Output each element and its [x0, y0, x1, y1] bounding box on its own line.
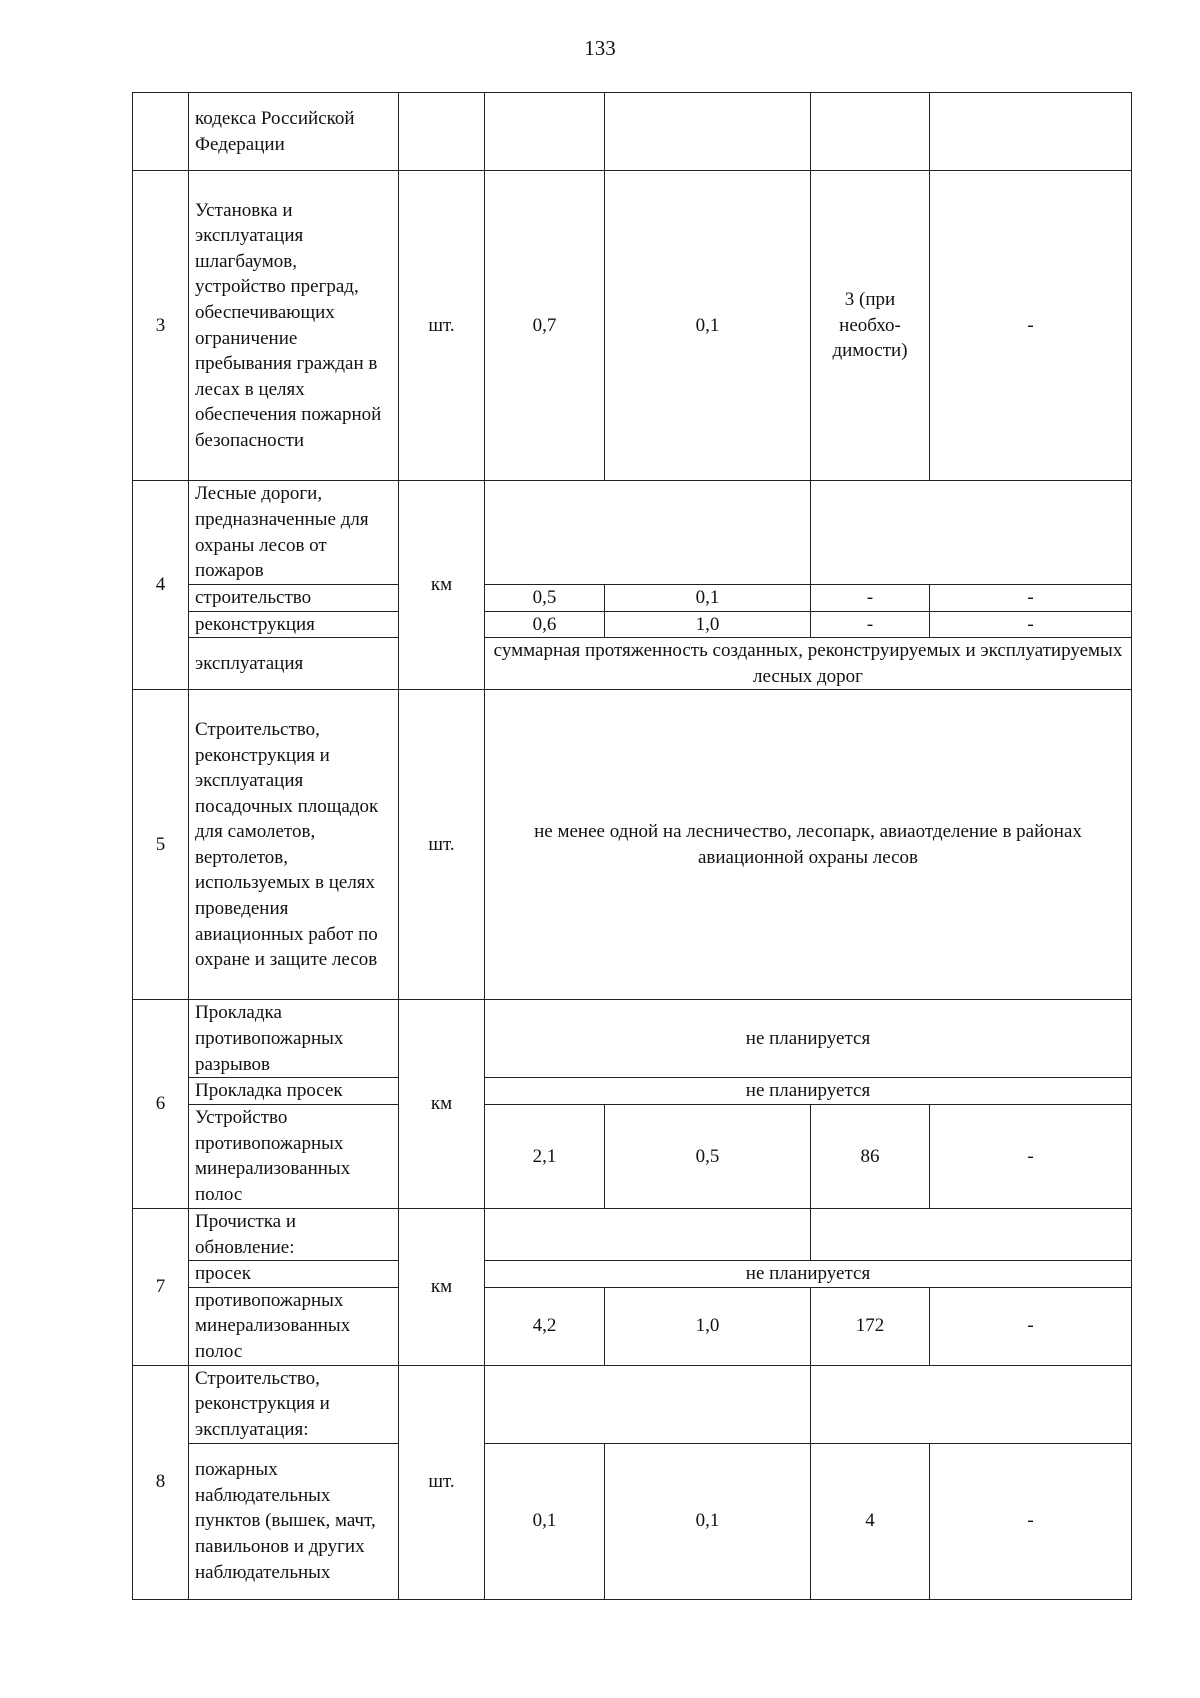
row-description: Устройство противопожарных минерализованных полос: [189, 1104, 399, 1208]
value-cell: 0,5: [605, 1104, 811, 1208]
table-row: [133, 481, 1132, 585]
value-cell: -: [930, 585, 1132, 612]
table-row: [133, 1261, 1132, 1288]
page-number: 133: [584, 36, 616, 60]
merged-note-cell: не планируется: [485, 1261, 1132, 1288]
merged-note-cell: не менее одной на лесничество, лесопарк, авиаотделение в районах авиационной охраны лесов: [485, 690, 1132, 1000]
value-cell: -: [930, 1287, 1132, 1365]
table-row: [133, 1365, 1132, 1443]
value-cell: 4,2: [485, 1287, 605, 1365]
unit-cell: шт.: [399, 690, 485, 1000]
value-cell: -: [930, 171, 1132, 481]
value-cell: 0,5: [485, 585, 605, 612]
row-description: Лесные дороги, предназначенные для охраны лесов от пожаров: [189, 481, 399, 585]
table-row: [133, 585, 1132, 612]
value-cell: 86: [811, 1104, 930, 1208]
value-cell: 1,0: [605, 1287, 811, 1365]
value-cell: -: [930, 611, 1132, 638]
table-row: [133, 171, 1132, 481]
value-cell: [605, 93, 811, 171]
unit-cell: км: [399, 481, 485, 690]
row-description: Прокладка просек: [189, 1078, 399, 1105]
table-row: [133, 611, 1132, 638]
row-number: 6: [133, 1000, 189, 1209]
merged-note-cell: не планируется: [485, 1000, 1132, 1078]
table-row: [133, 638, 1132, 690]
value-cell: 0,6: [485, 611, 605, 638]
table-row: [133, 1443, 1132, 1599]
value-cell: 1,0: [605, 611, 811, 638]
row-number: 3: [133, 171, 189, 481]
row-description: кодекса Российской Федерации: [189, 93, 399, 171]
value-cell: 0,1: [605, 1443, 811, 1599]
merged-note-cell: суммарная протяженность созданных, реконструируемых и эксплуатируемых лесных дорог: [485, 638, 1132, 690]
table-row: [133, 1104, 1132, 1208]
value-cell: 4: [811, 1443, 930, 1599]
table-row: [133, 1078, 1132, 1105]
value-cell: [811, 1208, 1132, 1260]
value-cell: [811, 93, 930, 171]
value-cell: 0,1: [485, 1443, 605, 1599]
row-description: Установка и эксплуатация шлагбаумов, устройство преград, обеспечивающих ограничение пребывания граждан в лесах в целях обеспечения пожарной безопасности: [189, 171, 399, 481]
value-cell: 172: [811, 1287, 930, 1365]
value-cell: 3 (при необхо-димости): [811, 171, 930, 481]
unit-cell: км: [399, 1000, 485, 1209]
value-cell: [485, 1365, 811, 1443]
table-row: [133, 1208, 1132, 1260]
row-description: эксплуатация: [189, 638, 399, 690]
row-description: Строительство, реконструкция и эксплуатация:: [189, 1365, 399, 1443]
measures-table: [132, 92, 1132, 1600]
value-cell: [485, 481, 811, 585]
row-description: Строительство, реконструкция и эксплуатация посадочных площадок для самолетов, вертолетов, используемых в целях проведения авиационных работ по охране и защите лесов: [189, 690, 399, 1000]
table-row: [133, 690, 1132, 1000]
value-cell: -: [930, 1104, 1132, 1208]
value-cell: -: [811, 611, 930, 638]
row-description: реконструкция: [189, 611, 399, 638]
row-number: [133, 93, 189, 171]
value-cell: [485, 93, 605, 171]
row-description: противопожарных минерализованных полос: [189, 1287, 399, 1365]
value-cell: -: [930, 1443, 1132, 1599]
row-description: пожарных наблюдательных пунктов (вышек, мачт, павильонов и других наблюдательных: [189, 1443, 399, 1599]
value-cell: [811, 1365, 1132, 1443]
unit-cell: шт.: [399, 1365, 485, 1599]
row-description: просек: [189, 1261, 399, 1288]
row-description: строительство: [189, 585, 399, 612]
table-row: [133, 1287, 1132, 1365]
table-row: [133, 1000, 1132, 1078]
value-cell: 2,1: [485, 1104, 605, 1208]
value-cell: 0,1: [605, 171, 811, 481]
row-number: 8: [133, 1365, 189, 1599]
merged-note-cell: не планируется: [485, 1078, 1132, 1105]
row-description: Прочистка и обновление:: [189, 1208, 399, 1260]
table-row: [133, 93, 1132, 171]
value-cell: 0,1: [605, 585, 811, 612]
row-description: Прокладка противопожарных разрывов: [189, 1000, 399, 1078]
value-cell: 0,7: [485, 171, 605, 481]
value-cell: [485, 1208, 811, 1260]
unit-cell: [399, 93, 485, 171]
value-cell: [811, 481, 1132, 585]
value-cell: -: [811, 585, 930, 612]
unit-cell: шт.: [399, 171, 485, 481]
row-number: 5: [133, 690, 189, 1000]
unit-cell: км: [399, 1208, 485, 1365]
value-cell: [930, 93, 1132, 171]
row-number: 7: [133, 1208, 189, 1365]
row-number: 4: [133, 481, 189, 690]
